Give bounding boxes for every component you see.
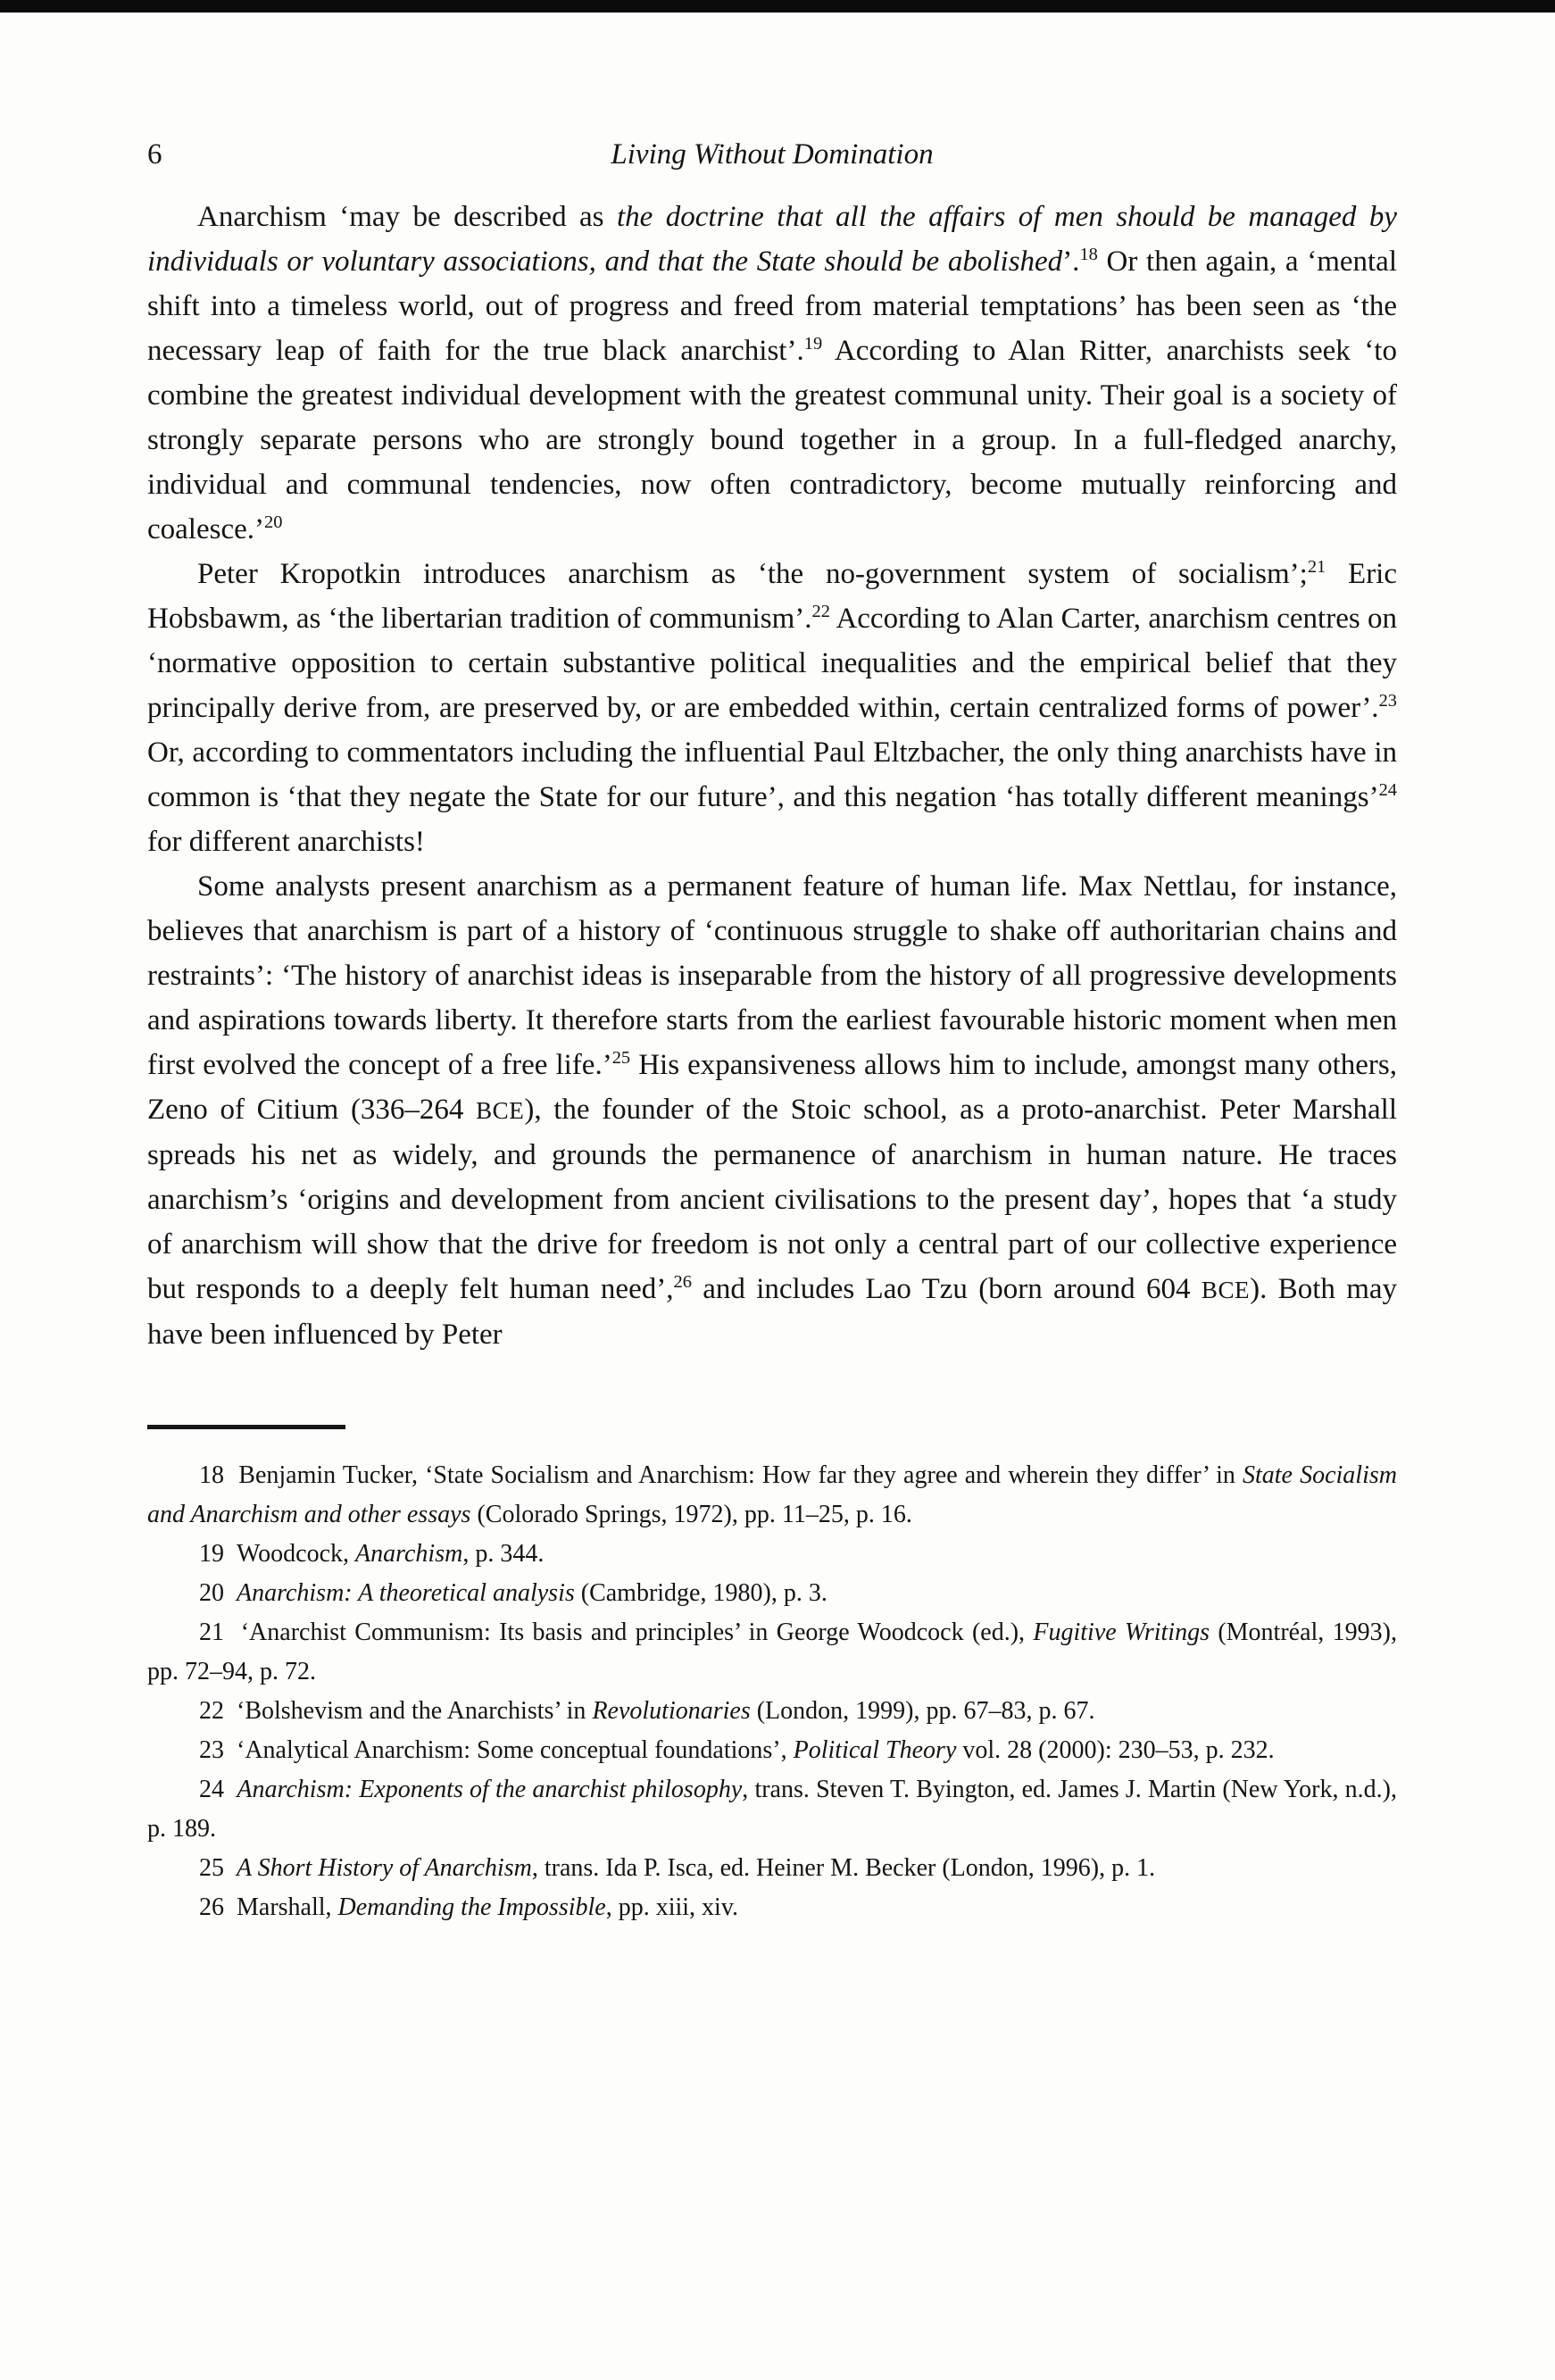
text-run: (London, 1999), pp. 67–83, p. 67. — [750, 1697, 1095, 1725]
footnote-item — [147, 1456, 1397, 1535]
text-column — [147, 132, 1397, 1927]
text-run: Demanding the Impossible — [337, 1893, 606, 1921]
text-run: 25 — [611, 1048, 631, 1068]
text-run: 24 — [199, 1776, 237, 1803]
text-run: ’. — [1062, 245, 1080, 278]
page-header — [147, 132, 1397, 179]
scan-edge — [0, 0, 1555, 12]
text-run: (Cambridge, 1980), p. 3. — [574, 1579, 827, 1607]
text-run: Or then again, a ‘mental shift into a timeless world, out of progress and freed from material temptations’ has been seen as ‘the necessary leap of faith for the true black anarchist’. — [147, 245, 1397, 367]
body-paragraph — [147, 195, 1397, 552]
footnote-separator — [147, 1425, 345, 1429]
text-run: Fugitive Writings — [1033, 1619, 1210, 1646]
text-run: ), the founder of the Stoic school, as a proto-anarchist. Peter Marshall spreads his net as widely, and grounds the permanence of anarchism in human nature. He traces anarchism’s ‘origins and development from ancient civilisations to the present day’, hopes that ‘a study of anarchism will show that the drive for freedom is not only a central part of our collective experience but responds to a deeply felt human need’, — [147, 1094, 1398, 1305]
text-run: and includes Lao Tzu (born around 604 — [691, 1273, 1202, 1305]
text-run: BCE — [476, 1097, 525, 1124]
text-run: Some analysts present anarchism as a permanent feature of human life. Max Nettlau, for instance, believes that anarchism is part of a history of ‘continuous struggle to shake off authoritarian chains and restraints’: ‘The history of anarchist ideas is inseparable from the history of all progressive developments and aspirations towards liberty. It therefore starts from the earliest favourable historic moment when men first evolved the concept of a free life.’ — [147, 870, 1397, 1081]
footnote-item — [147, 1574, 1397, 1613]
body-paragraph — [147, 552, 1397, 864]
text-run: , trans. Ida P. Isca, ed. Heiner M. Becker (London, 1996), p. 1. — [531, 1854, 1156, 1882]
text-run: (Montréal, 1993), pp. 72–94, p. 72. — [147, 1619, 1397, 1685]
text-run: Anarchism — [355, 1540, 463, 1568]
text-run: for different anarchists! — [147, 826, 425, 858]
text-run: Political Theory — [793, 1736, 957, 1764]
text-run: Revolutionaries — [592, 1697, 751, 1725]
footnote-item — [147, 1535, 1397, 1574]
text-run: the doctrine that all the affairs of men should be managed by individuals or voluntary associations, and that the State should be abolished — [147, 201, 1397, 278]
text-run: 19 Woodcock, — [199, 1540, 356, 1568]
text-run: (Colorado Springs, 1972), pp. 11–25, p. 16. — [470, 1501, 912, 1528]
text-run: , pp. xiii, xiv. — [605, 1893, 739, 1921]
text-run: Anarchism: A theoretical analysis — [237, 1579, 575, 1607]
text-run: 21 ‘Anarchist Communism: Its basis and principles’ in George Woodcock (ed.), — [199, 1619, 1034, 1646]
text-run: 25 — [199, 1854, 237, 1882]
footnote-item — [147, 1770, 1397, 1849]
text-run: 18 — [1079, 245, 1098, 264]
text-run: Peter Kropotkin introduces anarchism as ‘the no-government system of socialism’; — [197, 558, 1308, 590]
text-run: 18 Benjamin Tucker, ‘State Socialism and Anarchism: How far they agree and wherein they differ’ in — [199, 1461, 1243, 1489]
text-run: 26 — [673, 1272, 692, 1292]
text-run: 20 — [199, 1579, 237, 1607]
text-run: His expansiveness allows him to include, amongst many others, Zeno of Citium (336–264 — [147, 1049, 1397, 1126]
text-run: 22 ‘Bolshevism and the Anarchists’ in — [199, 1697, 593, 1725]
text-run: A Short History of Anarchism — [237, 1854, 532, 1882]
text-run: Or, according to commentators including the influential Paul Eltzbacher, the only thing anarchists have in common is ‘that they negate the State for our future’, and this negation ‘has totally different meanings’ — [147, 736, 1397, 813]
body-paragraph — [147, 864, 1397, 1357]
text-run: 23 ‘Analytical Anarchism: Some conceptual foundations’, — [199, 1736, 794, 1764]
text-run: 23 — [1378, 691, 1397, 711]
text-run: 26 Marshall, — [199, 1893, 338, 1921]
text-run: Anarchism ‘may be described as — [197, 201, 617, 233]
text-run: 20 — [264, 512, 283, 532]
footnote-item — [147, 1731, 1397, 1770]
text-run: Anarchism: Exponents of the anarchist philosophy — [237, 1776, 743, 1803]
text-run: 19 — [803, 334, 823, 354]
footnote-item — [147, 1888, 1397, 1927]
text-run: State Socialism and Anarchism and other essays — [147, 1461, 1397, 1528]
footnote-item — [147, 1849, 1397, 1888]
body-text — [147, 195, 1397, 1357]
footnotes-section — [147, 1456, 1397, 1927]
footnote-item — [147, 1613, 1397, 1692]
text-run: , trans. Steven T. Byington, ed. James J. Martin (New York, n.d.), p. 189. — [147, 1776, 1397, 1843]
text-run: 22 — [811, 602, 830, 621]
text-run: BCE — [1201, 1277, 1251, 1303]
text-run: Eric Hobsbawm, as ‘the libertarian tradition of communism’. — [147, 558, 1397, 635]
text-run: vol. 28 (2000): 230–53, p. 232. — [956, 1736, 1275, 1764]
running-title: Living Without Domination — [611, 138, 934, 171]
text-run: According to Alan Ritter, anarchists seek ‘to combine the greatest individual development with the greatest communal unity. Their goal is a society of strongly separate persons who are strongly bound together in a group. In a full-fledged anarchy, individual and communal tendencies, now often contradictory, become mutually reinforcing and coalesce.’ — [147, 335, 1397, 545]
page-number: 6 — [147, 138, 162, 171]
text-run: , p. 344. — [462, 1540, 545, 1568]
text-run: 24 — [1378, 780, 1397, 800]
text-run: ). Both may have been influenced by Peter — [147, 1273, 1398, 1351]
text-run: According to Alan Carter, anarchism centres on ‘normative opposition to certain substantive political inequalities and the empirical belief that they principally derive from, are preserved by, or are embedded within, certain centralized forms of power’. — [147, 603, 1397, 724]
text-run: 21 — [1307, 557, 1326, 577]
footnote-item — [147, 1692, 1397, 1731]
